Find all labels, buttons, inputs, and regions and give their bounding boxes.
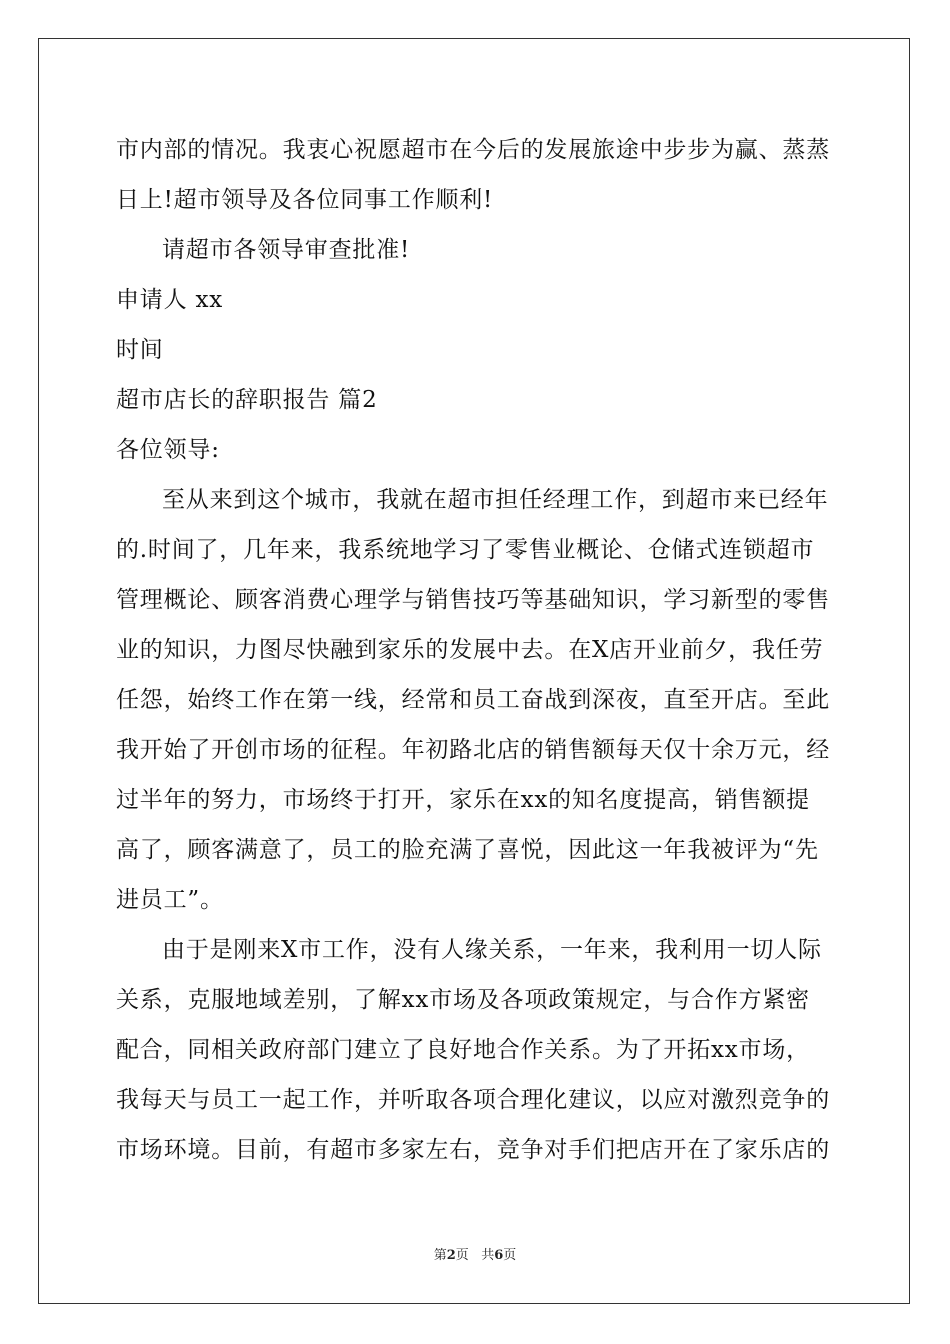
text-line: 市内部的情况。我衷心祝愿超市在今后的发展旅途中步步为赢、蒸蒸 <box>116 137 830 163</box>
text-line: 申请人 xx <box>116 287 224 313</box>
page-footer <box>0 1244 950 1263</box>
text-line: 进员工”。 <box>116 887 224 913</box>
page-number: 2 <box>446 1248 456 1263</box>
text-line: 由于是刚来X市工作，没有人缘关系，一年来，我利用一切人际 <box>162 937 822 963</box>
page-prefix: 第 <box>433 1248 447 1263</box>
text-line: 配合，同相关政府部门建立了良好地合作关系。为了开拓xx市场， <box>116 1037 810 1063</box>
text-line: 过半年的努力，市场终于打开，家乐在xx的知名度提高，销售额提 <box>116 787 810 813</box>
text-line: 时间 <box>116 337 164 363</box>
text-line: 超市店长的辞职报告 篇2 <box>116 387 378 413</box>
text-line: 业的知识，力图尽快融到家乐的发展中去。在X店开业前夕，我任劳 <box>116 637 824 663</box>
text-line: 我开始了开创市场的征程。年初路北店的销售额每天仅十余万元，经 <box>116 737 830 763</box>
text-line: 我每天与员工一起工作，并听取各项合理化建议，以应对激烈竞争的 <box>116 1087 830 1113</box>
text-line: 市场环境。目前，有超市多家左右，竞争对手们把店开在了家乐店的 <box>116 1137 830 1163</box>
text-line: 请超市各领导审查批准! <box>162 237 411 263</box>
text-line: 至从来到这个城市，我就在超市担任经理工作，到超市来已经年 <box>162 487 829 513</box>
text-line: 各位领导: <box>116 437 220 463</box>
total-prefix: 共 <box>481 1248 495 1263</box>
text-line: 关系，克服地域差别，了解xx市场及各项政策规定，与合作方紧密 <box>116 987 810 1013</box>
page-unit: 页 <box>455 1248 469 1263</box>
document-body <box>116 125 836 1175</box>
text-line: 高了，顾客满意了，员工的脸充满了喜悦，因此这一年我被评为“先 <box>116 837 819 863</box>
total-unit: 页 <box>503 1248 517 1263</box>
text-line: 的.时间了，几年来，我系统地学习了零售业概论、仓储式连锁超市 <box>116 537 815 563</box>
text-line: 管理概论、顾客消费心理学与销售技巧等基础知识，学习新型的零售 <box>116 587 830 613</box>
total-pages: 6 <box>494 1248 504 1263</box>
text-line: 任怨，始终工作在第一线，经常和员工奋战到深夜，直至开店。至此 <box>116 687 830 713</box>
text-line: 日上!超市领导及各位同事工作顺利! <box>116 187 494 213</box>
